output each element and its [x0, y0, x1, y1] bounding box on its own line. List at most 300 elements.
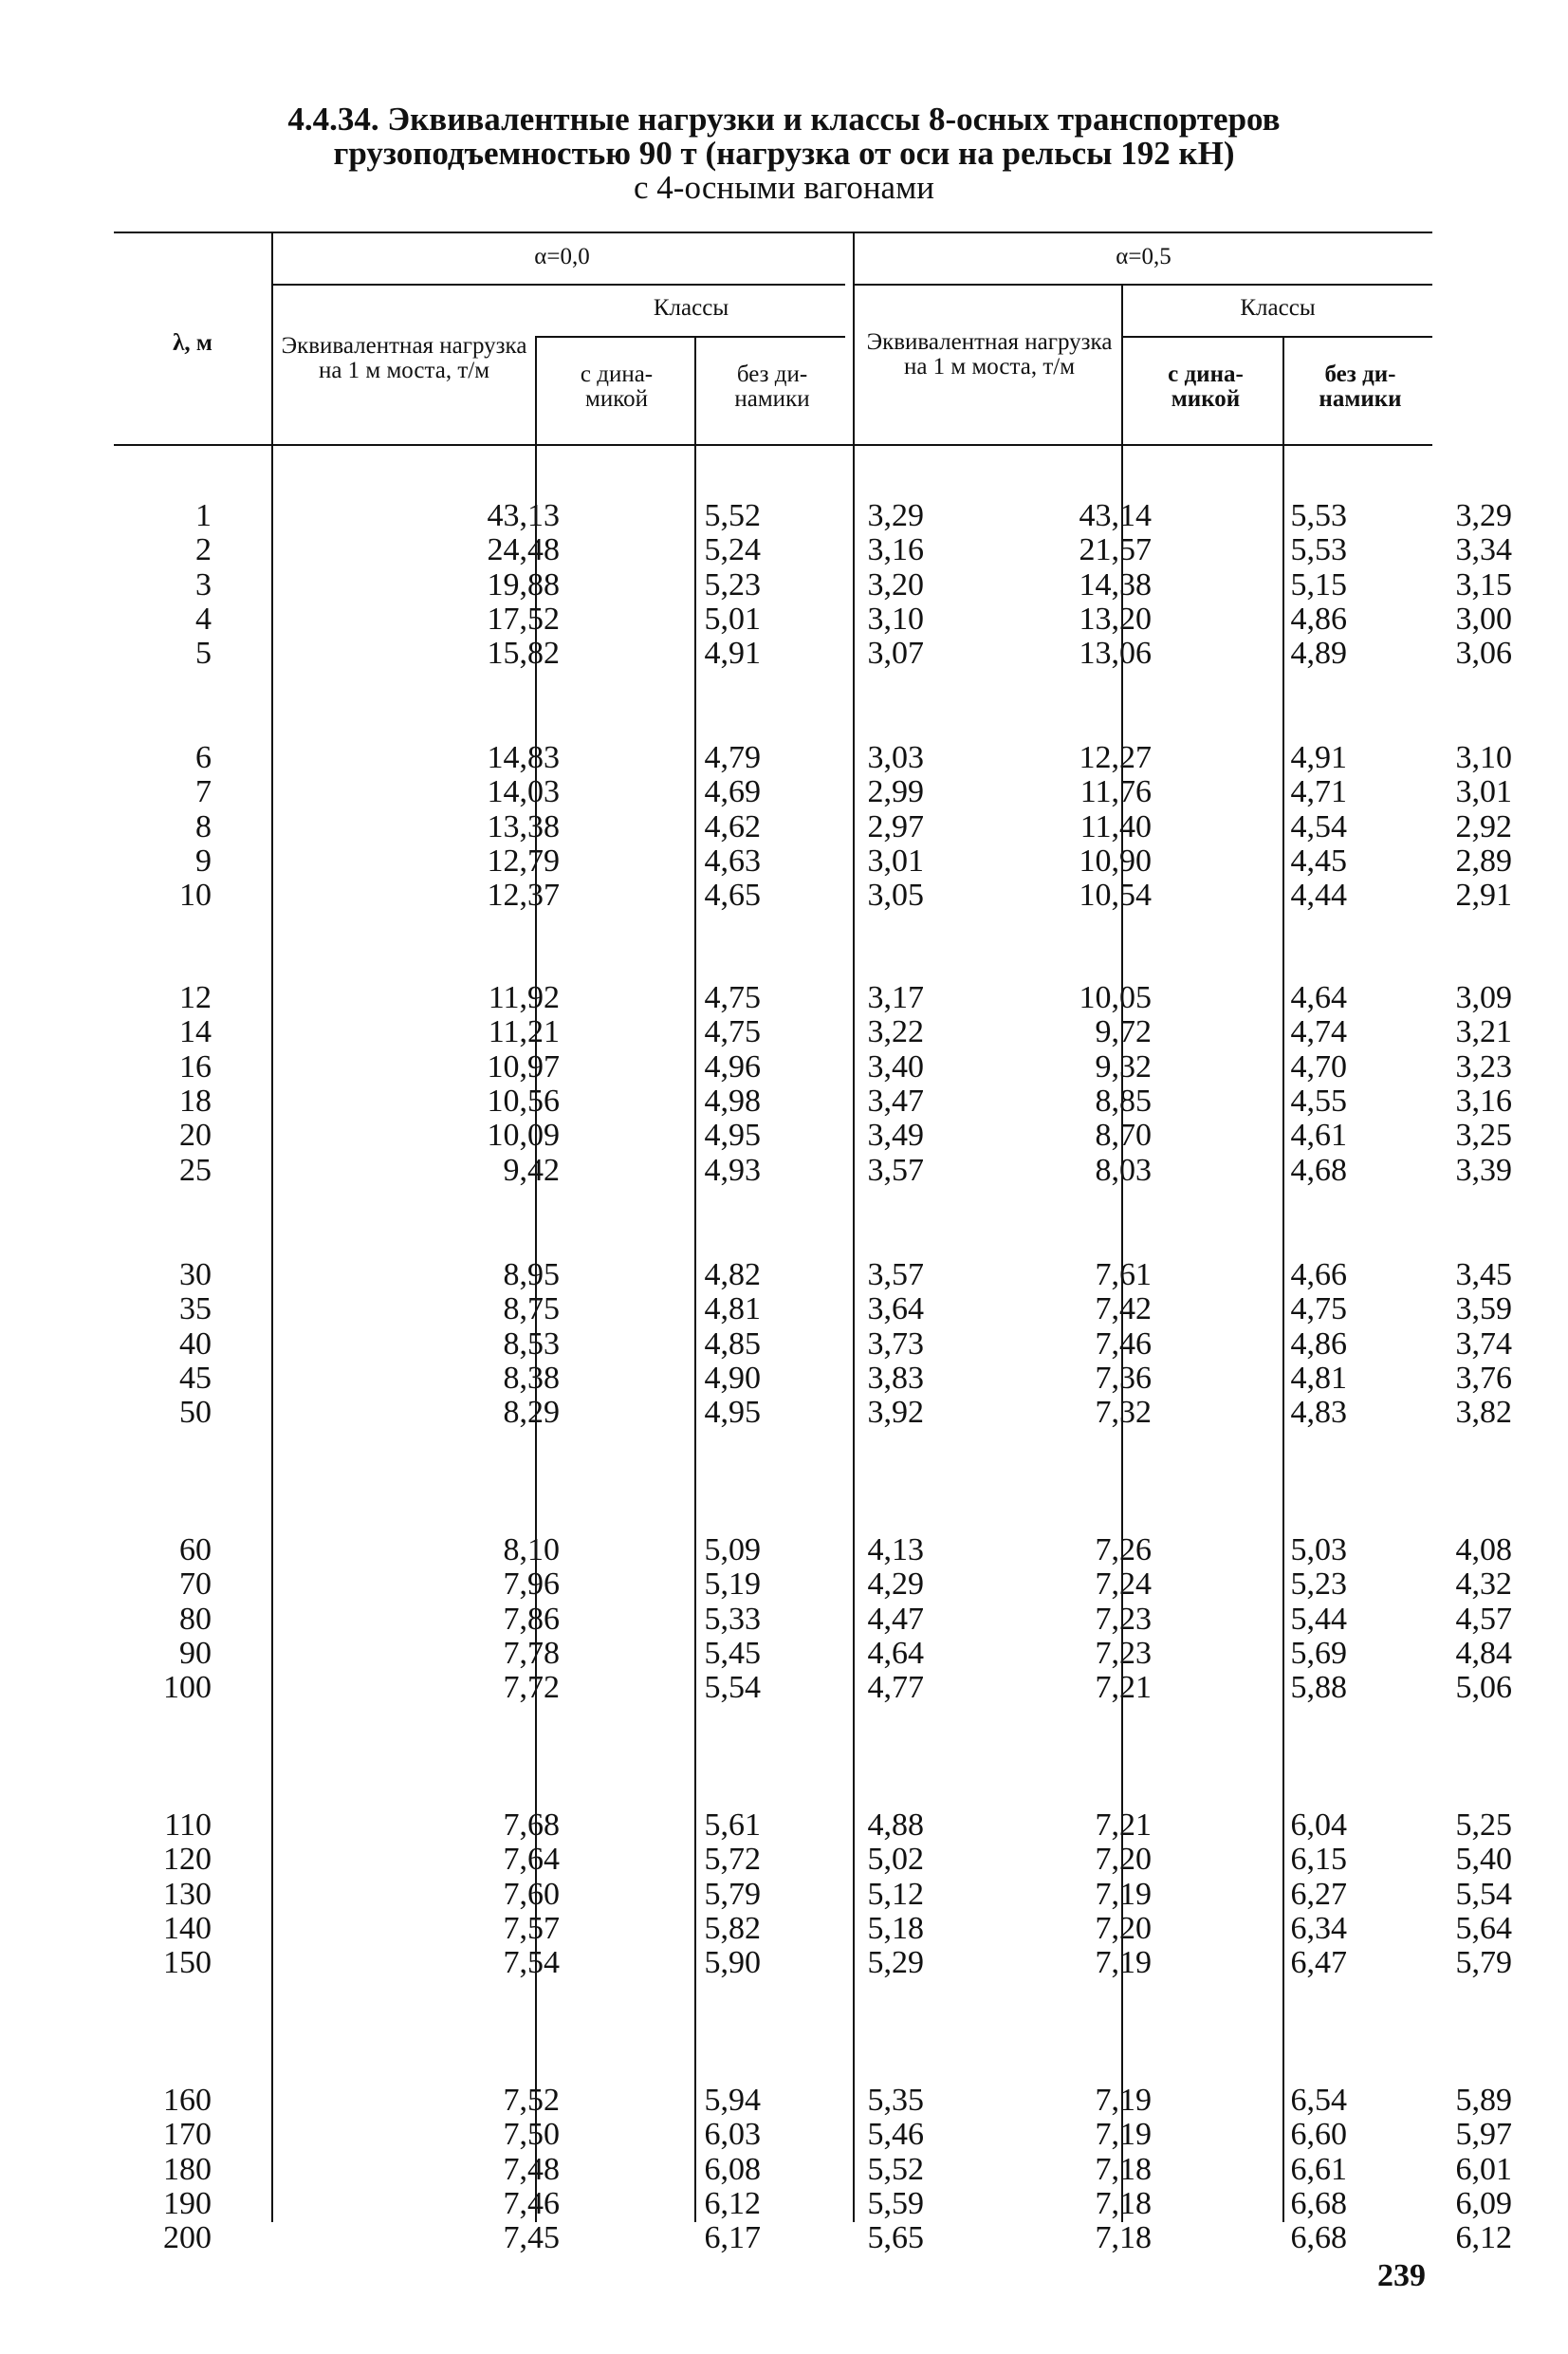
page-number: 239	[1377, 2258, 1426, 2293]
table-row	[114, 980, 1512, 1015]
equiv-load-a0-cell: 7,68	[503, 1807, 560, 1843]
class-nodyn-a05-cell: 6,09	[1455, 2186, 1512, 2221]
class-dyn-a05-cell: 5,53	[1290, 498, 1347, 533]
class-nodyn-a05-cell: 5,97	[1455, 2117, 1512, 2152]
class-dyn-a0-cell: 5,33	[704, 1602, 761, 1637]
class-nodyn-a05-cell: 3,21	[1455, 1014, 1512, 1049]
class-nodyn-a05-cell: 4,84	[1455, 1636, 1512, 1671]
equiv-load-a0-cell: 8,95	[503, 1257, 560, 1292]
class-dyn-a05-cell: 5,44	[1290, 1602, 1347, 1637]
class-dyn-a0-cell: 4,95	[704, 1395, 761, 1430]
equiv-load-a0-cell: 7,72	[503, 1670, 560, 1705]
class-nodyn-a05-cell: 3,10	[1455, 740, 1512, 775]
class-dyn-a0-cell: 4,75	[704, 1014, 761, 1049]
class-nodyn-a05-cell: 3,09	[1455, 980, 1512, 1015]
equiv-load-a05-cell: 7,24	[1095, 1566, 1152, 1602]
class-dyn-a0-cell: 5,23	[704, 567, 761, 602]
class-dyn-a05-cell: 4,68	[1290, 1153, 1347, 1188]
equiv-load-a0-cell: 8,53	[503, 1326, 560, 1362]
class-dyn-a0-cell: 5,19	[704, 1566, 761, 1602]
equiv-load-a0-cell: 10,97	[487, 1049, 560, 1084]
equiv-load-a05-cell: 13,20	[1079, 602, 1152, 637]
lambda-header: λ, м	[173, 330, 212, 356]
equiv-load-a0-cell: 8,10	[503, 1532, 560, 1567]
class-nodyn-a05-cell: 3,74	[1455, 1326, 1512, 1362]
class-dyn-a05-cell: 4,45	[1290, 843, 1347, 879]
class-dyn-a05-cell: 4,66	[1290, 1257, 1347, 1292]
span-length-cell: 14	[179, 1014, 212, 1049]
table-row	[114, 636, 1512, 671]
span-length-cell: 1	[195, 498, 212, 533]
class-nodyn-a05-cell: 3,59	[1455, 1291, 1512, 1326]
class-nodyn-a05-cell: 2,91	[1455, 878, 1512, 913]
class-dyn-a0-cell: 6,12	[704, 2186, 761, 2221]
class-nodyn-a0-cell: 3,20	[867, 567, 924, 602]
span-length-cell: 60	[179, 1532, 212, 1567]
class-nodyn-a0-cell: 5,35	[867, 2083, 924, 2118]
equiv-load-a0-cell: 43,13	[487, 498, 560, 533]
equiv-load-a05-cell: 7,23	[1095, 1602, 1152, 1637]
class-dyn-a0-cell: 5,52	[704, 498, 761, 533]
class-nodyn-a0-cell: 3,92	[867, 1395, 924, 1430]
equiv-load-a0-cell: 8,38	[503, 1361, 560, 1396]
equiv-load-a05-cell: 7,18	[1095, 2220, 1152, 2255]
title-line-1: 4.4.34. Эквивалентные нагрузки и классы 8-осных транспортеров	[287, 101, 1281, 138]
equiv-load-a05-cell: 10,05	[1079, 980, 1152, 1015]
equiv-load-a05-cell: 7,19	[1095, 2083, 1152, 2118]
span-length-cell: 3	[195, 567, 212, 602]
equiv-load-a05-cell: 14,38	[1079, 567, 1152, 602]
class-nodyn-a05-cell: 3,06	[1455, 636, 1512, 671]
equiv-load-a05-cell: 7,23	[1095, 1636, 1152, 1671]
span-length-cell: 9	[195, 843, 212, 879]
class-nodyn-a0-cell: 3,16	[867, 532, 924, 567]
class-nodyn-a05-cell: 6,01	[1455, 2152, 1512, 2187]
class-dyn-a05-cell: 6,68	[1290, 2186, 1347, 2221]
header-bottom-rule	[114, 444, 1432, 446]
span-length-cell: 110	[164, 1807, 212, 1843]
span-length-cell: 35	[179, 1291, 212, 1326]
equiv0-header: Эквивалентная нагрузка на 1 м моста, т/м	[281, 333, 527, 383]
table-row	[114, 567, 1512, 602]
class-nodyn-a05-cell: 5,25	[1455, 1807, 1512, 1843]
equiv-load-a05-cell: 21,57	[1079, 532, 1152, 567]
class-nodyn-a05-cell: 5,64	[1455, 1911, 1512, 1946]
class-nodyn-a0-cell: 3,57	[867, 1153, 924, 1188]
equiv-load-a0-cell: 11,92	[488, 980, 560, 1015]
classes05-header: Классы	[1240, 295, 1316, 321]
alpha0-header: α=0,0	[534, 244, 590, 269]
equiv-load-a0-cell: 7,54	[503, 1945, 560, 1980]
class-dyn-a0-cell: 4,62	[704, 809, 761, 844]
class-dyn-a05-cell: 6,15	[1290, 1842, 1347, 1877]
equiv-load-a05-cell: 7,21	[1095, 1670, 1152, 1705]
class-dyn-a05-cell: 4,74	[1290, 1014, 1347, 1049]
equiv-load-a0-cell: 12,37	[487, 878, 560, 913]
equiv-load-a0-cell: 19,88	[487, 567, 560, 602]
class-nodyn-a0-cell: 3,29	[867, 498, 924, 533]
class-nodyn-a05-cell: 5,40	[1455, 1842, 1512, 1877]
equiv-load-a0-cell: 7,50	[503, 2117, 560, 2152]
class-dyn-a05-cell: 4,55	[1290, 1084, 1347, 1119]
table-row	[114, 1118, 1512, 1153]
classes0-rule	[537, 336, 845, 338]
equiv05-header: Эквивалентная нагрузка на 1 м моста, т/м	[866, 329, 1113, 380]
class-dyn-a0-cell: 4,93	[704, 1153, 761, 1188]
nodyn05-header: без ди-намики	[1319, 361, 1402, 412]
span-length-cell: 200	[163, 2220, 212, 2255]
span-length-cell: 16	[179, 1049, 212, 1084]
equiv-load-a0-cell: 7,52	[503, 2083, 560, 2118]
span-length-cell: 45	[179, 1361, 212, 1396]
equiv-load-a0-cell: 7,45	[503, 2220, 560, 2255]
class-dyn-a0-cell: 4,81	[704, 1291, 761, 1326]
class-nodyn-a05-cell: 4,08	[1455, 1532, 1512, 1567]
class-nodyn-a0-cell: 4,13	[867, 1532, 924, 1567]
span-length-cell: 30	[179, 1257, 212, 1292]
equiv-load-a05-cell: 7,32	[1095, 1395, 1152, 1430]
class-dyn-a0-cell: 5,24	[704, 532, 761, 567]
table-row	[114, 809, 1512, 844]
span-length-cell: 7	[195, 774, 212, 809]
dyn0-header: с дина-микой	[580, 361, 654, 412]
table-row	[114, 1326, 1512, 1362]
table-top-rule	[114, 232, 1432, 233]
class-dyn-a05-cell: 4,86	[1290, 602, 1347, 637]
class-dyn-a05-cell: 6,04	[1290, 1807, 1347, 1843]
class-nodyn-a0-cell: 3,40	[867, 1049, 924, 1084]
class-nodyn-a0-cell: 5,18	[867, 1911, 924, 1946]
class-nodyn-a05-cell: 5,06	[1455, 1670, 1512, 1705]
table-row	[114, 1532, 1512, 1567]
table-row	[114, 2083, 1512, 2118]
dyn05-header: с дина-микой	[1168, 361, 1244, 412]
table-row	[114, 498, 1512, 533]
span-length-cell: 12	[179, 980, 212, 1015]
class-nodyn-a05-cell: 5,54	[1455, 1877, 1512, 1912]
span-length-cell: 40	[179, 1326, 212, 1362]
equiv-load-a0-cell: 15,82	[487, 636, 560, 671]
span-length-cell: 140	[163, 1911, 212, 1946]
equiv-load-a0-cell: 10,56	[487, 1084, 560, 1119]
class-dyn-a05-cell: 4,75	[1290, 1291, 1347, 1326]
equiv-load-a0-cell: 17,52	[487, 602, 560, 637]
class-nodyn-a0-cell: 3,01	[867, 843, 924, 879]
class-dyn-a0-cell: 5,01	[704, 602, 761, 637]
class-nodyn-a0-cell: 5,29	[867, 1945, 924, 1980]
class-dyn-a05-cell: 5,23	[1290, 1566, 1347, 1602]
equiv-load-a0-cell: 9,42	[503, 1153, 560, 1188]
class-nodyn-a0-cell: 3,10	[867, 602, 924, 637]
table-row	[114, 1807, 1512, 1843]
equiv-load-a05-cell: 8,85	[1095, 1084, 1152, 1119]
table-row	[114, 1945, 1512, 1980]
equiv-load-a05-cell: 7,19	[1095, 2117, 1152, 2152]
equiv-load-a05-cell: 10,54	[1079, 878, 1152, 913]
class-dyn-a05-cell: 4,81	[1290, 1361, 1347, 1396]
table-row	[114, 2152, 1512, 2187]
equiv-load-a0-cell: 11,21	[488, 1014, 560, 1049]
span-length-cell: 100	[163, 1670, 212, 1705]
class-dyn-a0-cell: 4,85	[704, 1326, 761, 1362]
class-nodyn-a0-cell: 3,49	[867, 1118, 924, 1153]
class-dyn-a05-cell: 4,71	[1290, 774, 1347, 809]
class-dyn-a0-cell: 5,94	[704, 2083, 761, 2118]
class-nodyn-a05-cell: 3,76	[1455, 1361, 1512, 1396]
class-nodyn-a05-cell: 5,89	[1455, 2083, 1512, 2118]
table-row	[114, 1602, 1512, 1637]
equiv-load-a05-cell: 7,20	[1095, 1911, 1152, 1946]
class-dyn-a05-cell: 5,03	[1290, 1532, 1347, 1567]
nodyn0-header: без ди-намики	[734, 361, 810, 412]
class-dyn-a0-cell: 4,91	[704, 636, 761, 671]
classes0-header: Классы	[653, 295, 729, 321]
class-nodyn-a0-cell: 4,47	[867, 1602, 924, 1637]
span-length-cell: 50	[179, 1395, 212, 1430]
span-length-cell: 170	[163, 2117, 212, 2152]
span-length-cell: 25	[179, 1153, 212, 1188]
equiv-load-a05-cell: 7,18	[1095, 2186, 1152, 2221]
class-nodyn-a05-cell: 3,34	[1455, 532, 1512, 567]
class-dyn-a05-cell: 4,83	[1290, 1395, 1347, 1430]
equiv-load-a05-cell: 7,46	[1095, 1326, 1152, 1362]
table-row	[114, 2220, 1512, 2255]
table-title	[0, 102, 1568, 205]
table-row	[114, 1395, 1512, 1430]
class-dyn-a05-cell: 4,89	[1290, 636, 1347, 671]
class-nodyn-a05-cell: 3,00	[1455, 602, 1512, 637]
equiv-load-a05-cell: 7,19	[1095, 1945, 1152, 1980]
class-nodyn-a05-cell: 3,23	[1455, 1049, 1512, 1084]
equiv-load-a05-cell: 8,70	[1095, 1118, 1152, 1153]
class-dyn-a05-cell: 6,27	[1290, 1877, 1347, 1912]
span-length-cell: 8	[195, 809, 212, 844]
class-nodyn-a05-cell: 3,01	[1455, 774, 1512, 809]
equiv-load-a05-cell: 7,19	[1095, 1877, 1152, 1912]
span-length-cell: 5	[195, 636, 212, 671]
class-nodyn-a05-cell: 3,15	[1455, 567, 1512, 602]
class-nodyn-a0-cell: 3,03	[867, 740, 924, 775]
table-row	[114, 532, 1512, 567]
class-dyn-a0-cell: 4,65	[704, 878, 761, 913]
table-row	[114, 843, 1512, 879]
class-nodyn-a0-cell: 5,59	[867, 2186, 924, 2221]
class-nodyn-a0-cell: 4,29	[867, 1566, 924, 1602]
table-row	[114, 774, 1512, 809]
equiv-load-a0-cell: 7,96	[503, 1566, 560, 1602]
span-length-cell: 130	[163, 1877, 212, 1912]
equiv-load-a0-cell: 7,78	[503, 1636, 560, 1671]
equiv-load-a05-cell: 7,21	[1095, 1807, 1152, 1843]
span-length-cell: 190	[163, 2186, 212, 2221]
class-dyn-a0-cell: 4,75	[704, 980, 761, 1015]
class-dyn-a0-cell: 5,45	[704, 1636, 761, 1671]
equiv-load-a0-cell: 8,29	[503, 1395, 560, 1430]
class-dyn-a05-cell: 4,64	[1290, 980, 1347, 1015]
title-line-2: грузоподъемностью 90 т (нагрузка от оси на рельсы 192 кН)	[333, 135, 1235, 172]
class-dyn-a0-cell: 4,79	[704, 740, 761, 775]
equiv-load-a0-cell: 7,60	[503, 1877, 560, 1912]
equiv-load-a05-cell: 7,42	[1095, 1291, 1152, 1326]
class-nodyn-a0-cell: 4,77	[867, 1670, 924, 1705]
class-dyn-a0-cell: 5,72	[704, 1842, 761, 1877]
equiv-load-a05-cell: 7,20	[1095, 1842, 1152, 1877]
equiv-load-a0-cell: 14,83	[487, 740, 560, 775]
table-row	[114, 2117, 1512, 2152]
equiv-load-a05-cell: 12,27	[1079, 740, 1152, 775]
table-row	[114, 1636, 1512, 1671]
class-dyn-a0-cell: 4,63	[704, 843, 761, 879]
class-dyn-a05-cell: 6,68	[1290, 2220, 1347, 2255]
table-row	[114, 1911, 1512, 1946]
span-length-cell: 4	[195, 602, 212, 637]
class-nodyn-a05-cell: 3,16	[1455, 1084, 1512, 1119]
class-dyn-a05-cell: 5,15	[1290, 567, 1347, 602]
class-nodyn-a05-cell: 2,92	[1455, 809, 1512, 844]
class-nodyn-a0-cell: 3,07	[867, 636, 924, 671]
class-nodyn-a05-cell: 3,82	[1455, 1395, 1512, 1430]
table-row	[114, 1670, 1512, 1705]
class-nodyn-a0-cell: 3,22	[867, 1014, 924, 1049]
class-dyn-a0-cell: 4,69	[704, 774, 761, 809]
span-length-cell: 18	[179, 1084, 212, 1119]
alpha05-rule	[855, 284, 1432, 286]
class-dyn-a05-cell: 4,44	[1290, 878, 1347, 913]
class-dyn-a0-cell: 5,90	[704, 1945, 761, 1980]
class-dyn-a0-cell: 5,79	[704, 1877, 761, 1912]
equiv-load-a05-cell: 9,72	[1095, 1014, 1152, 1049]
class-dyn-a0-cell: 4,96	[704, 1049, 761, 1084]
classes05-rule	[1123, 336, 1432, 338]
equiv-load-a0-cell: 7,86	[503, 1602, 560, 1637]
table-row	[114, 1257, 1512, 1292]
span-length-cell: 6	[195, 740, 212, 775]
class-nodyn-a0-cell: 5,02	[867, 1842, 924, 1877]
equiv-load-a0-cell: 12,79	[487, 843, 560, 879]
equiv-load-a0-cell: 24,48	[487, 532, 560, 567]
table-row	[114, 1014, 1512, 1049]
span-length-cell: 80	[179, 1602, 212, 1637]
span-length-cell: 90	[179, 1636, 212, 1671]
class-dyn-a05-cell: 6,60	[1290, 2117, 1347, 2152]
alpha05-header: α=0,5	[1116, 244, 1171, 269]
class-nodyn-a05-cell: 6,12	[1455, 2220, 1512, 2255]
class-dyn-a05-cell: 4,91	[1290, 740, 1347, 775]
class-nodyn-a0-cell: 3,47	[867, 1084, 924, 1119]
class-dyn-a05-cell: 4,61	[1290, 1118, 1347, 1153]
class-dyn-a05-cell: 4,54	[1290, 809, 1347, 844]
class-nodyn-a0-cell: 3,17	[867, 980, 924, 1015]
equiv-load-a0-cell: 7,57	[503, 1911, 560, 1946]
equiv-load-a05-cell: 7,18	[1095, 2152, 1152, 2187]
equiv-load-a05-cell: 7,26	[1095, 1532, 1152, 1567]
class-nodyn-a0-cell: 3,73	[867, 1326, 924, 1362]
equiv-load-a05-cell: 43,14	[1079, 498, 1152, 533]
class-dyn-a0-cell: 4,90	[704, 1361, 761, 1396]
class-nodyn-a05-cell: 3,39	[1455, 1153, 1512, 1188]
table-row	[114, 1842, 1512, 1877]
table-row	[114, 1153, 1512, 1188]
class-nodyn-a0-cell: 3,57	[867, 1257, 924, 1292]
equiv-load-a0-cell: 10,09	[487, 1118, 560, 1153]
class-dyn-a05-cell: 5,53	[1290, 532, 1347, 567]
class-dyn-a05-cell: 6,47	[1290, 1945, 1347, 1980]
class-nodyn-a05-cell: 2,89	[1455, 843, 1512, 879]
span-length-cell: 10	[179, 878, 212, 913]
class-dyn-a0-cell: 5,61	[704, 1807, 761, 1843]
table-row	[114, 2186, 1512, 2221]
class-dyn-a05-cell: 6,34	[1290, 1911, 1347, 1946]
equiv-load-a05-cell: 7,36	[1095, 1361, 1152, 1396]
table-row	[114, 1049, 1512, 1084]
class-nodyn-a0-cell: 4,88	[867, 1807, 924, 1843]
alpha0-rule	[271, 284, 845, 286]
span-length-cell: 120	[163, 1842, 212, 1877]
class-dyn-a05-cell: 6,61	[1290, 2152, 1347, 2187]
class-dyn-a0-cell: 6,03	[704, 2117, 761, 2152]
class-nodyn-a0-cell: 5,52	[867, 2152, 924, 2187]
class-nodyn-a0-cell: 3,05	[867, 878, 924, 913]
class-dyn-a05-cell: 5,88	[1290, 1670, 1347, 1705]
class-dyn-a0-cell: 4,82	[704, 1257, 761, 1292]
table-row	[114, 1877, 1512, 1912]
span-length-cell: 70	[179, 1566, 212, 1602]
table-row	[114, 878, 1512, 913]
class-dyn-a05-cell: 4,70	[1290, 1049, 1347, 1084]
class-dyn-a05-cell: 5,69	[1290, 1636, 1347, 1671]
equiv-load-a05-cell: 8,03	[1095, 1153, 1152, 1188]
equiv-load-a05-cell: 11,40	[1079, 809, 1152, 844]
table-row	[114, 1084, 1512, 1119]
class-dyn-a0-cell: 6,08	[704, 2152, 761, 2187]
table-row	[114, 1361, 1512, 1396]
class-dyn-a0-cell: 4,98	[704, 1084, 761, 1119]
equiv-load-a05-cell: 13,06	[1079, 636, 1152, 671]
table-row	[114, 602, 1512, 637]
equiv-load-a0-cell: 7,46	[503, 2186, 560, 2221]
class-nodyn-a05-cell: 4,57	[1455, 1602, 1512, 1637]
class-dyn-a0-cell: 5,09	[704, 1532, 761, 1567]
equiv-load-a0-cell: 13,38	[487, 809, 560, 844]
span-length-cell: 180	[163, 2152, 212, 2187]
class-nodyn-a05-cell: 3,29	[1455, 498, 1512, 533]
class-nodyn-a05-cell: 3,25	[1455, 1118, 1512, 1153]
equiv-load-a05-cell: 9,32	[1095, 1049, 1152, 1084]
span-length-cell: 20	[179, 1118, 212, 1153]
span-length-cell: 150	[163, 1945, 212, 1980]
equiv-load-a05-cell: 11,76	[1079, 774, 1152, 809]
class-nodyn-a0-cell: 3,64	[867, 1291, 924, 1326]
class-dyn-a0-cell: 4,95	[704, 1118, 761, 1153]
class-dyn-a05-cell: 4,86	[1290, 1326, 1347, 1362]
class-nodyn-a0-cell: 5,65	[867, 2220, 924, 2255]
class-nodyn-a0-cell: 2,99	[867, 774, 924, 809]
class-nodyn-a0-cell: 3,83	[867, 1361, 924, 1396]
equiv-load-a0-cell: 14,03	[487, 774, 560, 809]
data-table	[114, 232, 1512, 2255]
class-dyn-a0-cell: 6,17	[704, 2220, 761, 2255]
class-nodyn-a0-cell: 5,12	[867, 1877, 924, 1912]
class-nodyn-a0-cell: 2,97	[867, 809, 924, 844]
equiv-load-a0-cell: 7,48	[503, 2152, 560, 2187]
table-row	[114, 740, 1512, 775]
class-nodyn-a05-cell: 3,45	[1455, 1257, 1512, 1292]
equiv-load-a0-cell: 8,75	[503, 1291, 560, 1326]
equiv-load-a05-cell: 7,61	[1095, 1257, 1152, 1292]
equiv-load-a05-cell: 10,90	[1079, 843, 1152, 879]
table-row	[114, 1566, 1512, 1602]
title-line-3: с 4-осными вагонами	[634, 169, 934, 206]
